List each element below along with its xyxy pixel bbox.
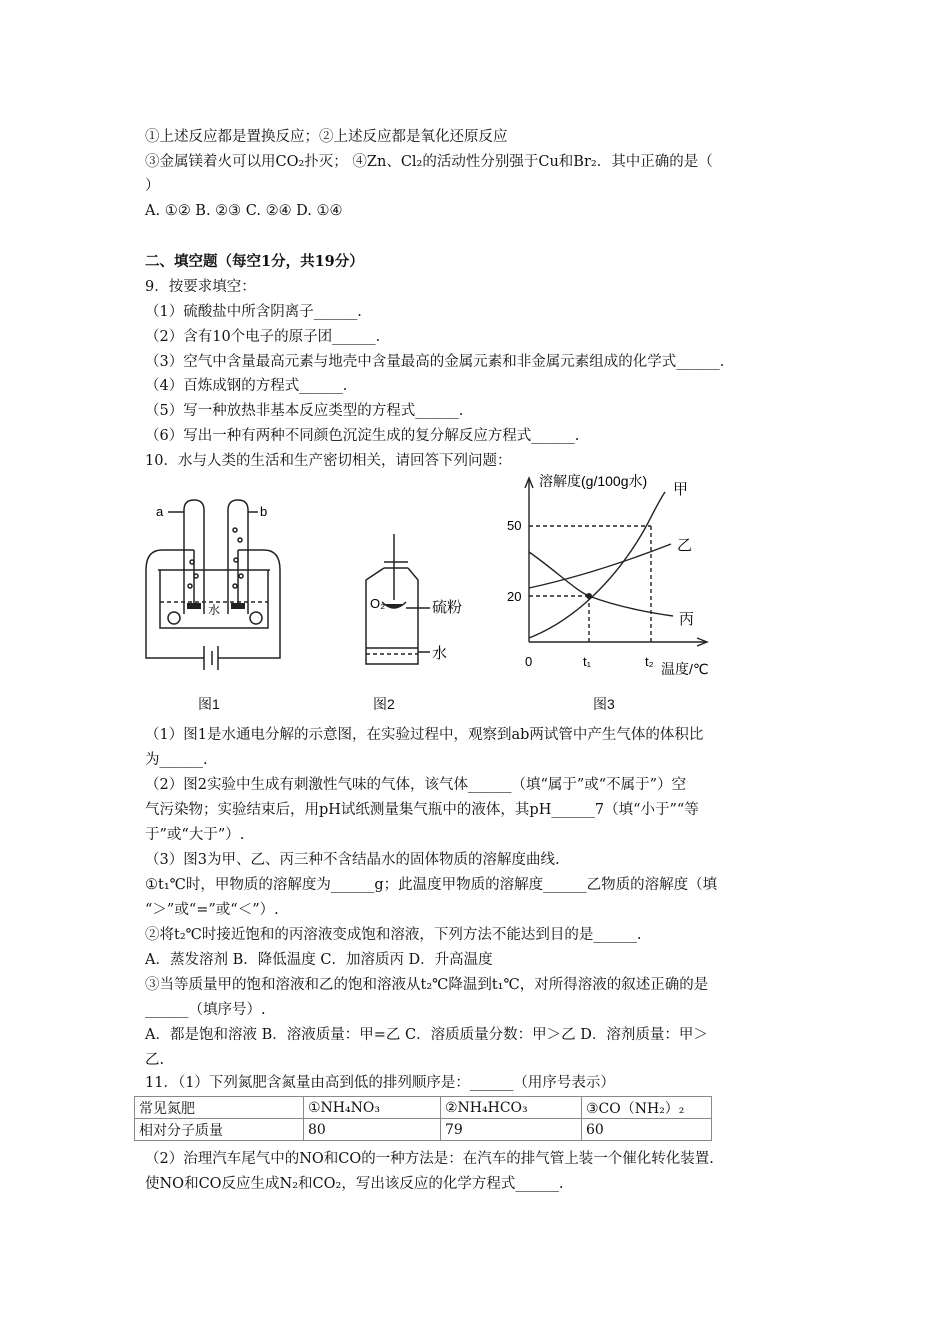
q10-sub1-line1: （1）图1是水通电分解的示意图，在实验过程中，观察到ab两试管中产生气体的体积比 xyxy=(145,727,704,743)
table-cell: ①NH₄NO₃ xyxy=(304,1097,441,1119)
table-cell: 79 xyxy=(441,1119,582,1141)
table-cell: 60 xyxy=(582,1119,712,1141)
q10-sub3-line1: （3）图3为甲、乙、丙三种不含结晶水的固体物质的溶解度曲线. xyxy=(145,852,560,868)
q10-sub3-line9: 乙. xyxy=(145,1052,165,1068)
q9-item-2: （2）含有10个电子的原子团______. xyxy=(145,329,381,345)
fig2-label-water: 水 xyxy=(432,645,448,662)
figure-2-gas-jar xyxy=(352,528,472,678)
fig3-curve-jia-label: 甲 xyxy=(673,481,689,498)
fig1-label-b: b xyxy=(260,504,268,519)
fig2-label-o2: O₂ xyxy=(370,596,386,611)
fig1-label-water: 水 xyxy=(208,603,221,617)
fig2-label-sulfur: 硫粉 xyxy=(432,599,463,616)
q11-fertilizer-table xyxy=(134,1096,712,1141)
curve-jia xyxy=(529,492,665,638)
table-cell: 80 xyxy=(304,1119,441,1141)
fig1-caption: 图1 xyxy=(198,696,220,712)
q10-sub3-options-1: A．蒸发溶剂 B．降低温度 C．加溶质丙 D．升高温度 xyxy=(145,952,493,968)
q10-sub3-line7: ______（填序号）. xyxy=(145,1002,266,1018)
fig3-xtick-t1: t₁ xyxy=(583,654,591,669)
q10-sub3-line2: ①t₁℃时，甲物质的溶解度为______g；此温度甲物质的溶解度______乙物质的溶解度（填 xyxy=(145,877,718,893)
q10-sub3-line4: ②将t₂℃时接近饱和的丙溶液变成饱和溶液，下列方法不能达到目的是______. xyxy=(145,927,642,943)
figure-1-electrolysis xyxy=(140,490,290,680)
fig3-curve-bing-label: 丙 xyxy=(679,611,695,628)
q8-line-2: ③金属镁着火可以用CO₂扑灭； ④Zn、Cl₂的活动性分别强于Cu和Br₂．其中正确的是（ xyxy=(145,154,713,170)
q10-sub1-line2: 为______. xyxy=(145,752,208,768)
fig3-ytick-20: 20 xyxy=(507,589,522,604)
q9-stem: 9．按要求填空： xyxy=(145,279,256,295)
q10-sub3-line6: ③当等质量甲的饱和溶液和乙的饱和溶液从t₂℃降温到t₁℃，对所得溶液的叙述正确的是 xyxy=(145,977,709,993)
q11-stem: 11．（1）下列氮肥含氮量由高到低的排列顺序是：______（用序号表示） xyxy=(145,1075,615,1091)
q11-sub2-line1: （2）治理汽车尾气中的NO和CO的一种方法是：在汽车的排气管上装一个催化转化装置. xyxy=(145,1151,714,1167)
fig3-ytick-50: 50 xyxy=(507,518,522,533)
fig2-caption: 图2 xyxy=(373,696,395,712)
section-heading: 二、填空题（每空1分，共19分） xyxy=(145,253,364,270)
q10-sub3-line3: “＞”或“=”或“＜”）. xyxy=(145,902,279,918)
table-cell: 相对分子质量 xyxy=(135,1119,304,1141)
q11-sub2-line2: 使NO和CO反应生成N₂和CO₂，写出该反应的化学方程式______. xyxy=(145,1176,564,1192)
fig3-xtick-t2: t₂ xyxy=(645,654,654,669)
fig3-xlabel: 温度/℃ xyxy=(661,661,709,677)
q9-item-3: （3）空气中含量最高元素与地壳中含量最高的金属元素和非金属元素组成的化学式______. xyxy=(145,354,725,370)
fig1-label-a: a xyxy=(156,504,164,519)
table-row xyxy=(135,1119,712,1141)
q9-item-6: （6）写出一种有两种不同颜色沉淀生成的复分解反应方程式______. xyxy=(145,428,580,444)
fig3-curve-yi-label: 乙 xyxy=(677,537,693,554)
q8-line-1: ①上述反应都是置换反应；②上述反应都是氧化还原反应 xyxy=(145,129,508,145)
q10-stem: 10．水与人类的生活和生产密切相关，请回答下列问题： xyxy=(145,453,512,469)
table-row xyxy=(135,1097,712,1119)
q10-sub2-line1: （2）图2实验中生成有刺激性气味的气体，该气体______（填“属于”或“不属于”）空 xyxy=(145,777,687,793)
q10-sub2-line2: 气污染物；实验结束后，用pH试纸测量集气瓶中的液体，其pH______7（填“小于”“等 xyxy=(145,802,699,818)
q9-item-4: （4）百炼成钢的方程式______. xyxy=(145,378,348,394)
q9-item-1: （1）硫酸盐中所含阴离子______. xyxy=(145,304,362,320)
fig3-caption: 图3 xyxy=(593,696,615,712)
table-cell: 常见氮肥 xyxy=(135,1097,304,1119)
q10-sub2-line3: 于”或“大于”）. xyxy=(145,827,245,843)
fig3-xtick-0: 0 xyxy=(525,654,533,669)
figure-3-solubility-curves xyxy=(505,470,720,685)
table-cell: ③CO（NH₂）₂ xyxy=(582,1097,712,1119)
q10-sub3-options-2: A．都是饱和溶液 B．溶液质量：甲=乙 C．溶质质量分数：甲＞乙 D．溶剂质量：甲＞ xyxy=(145,1027,708,1043)
q8-options: A. ①② B. ②③ C. ②④ D. ①④ xyxy=(145,203,343,219)
fig3-ylabel: 溶解度(g/100g水) xyxy=(539,473,648,489)
table-cell: ②NH₄HCO₃ xyxy=(441,1097,582,1119)
q9-item-5: （5）写一种放热非基本反应类型的方程式______. xyxy=(145,403,464,419)
curve-yi xyxy=(529,544,671,588)
q8-line-3: ） xyxy=(145,178,160,194)
